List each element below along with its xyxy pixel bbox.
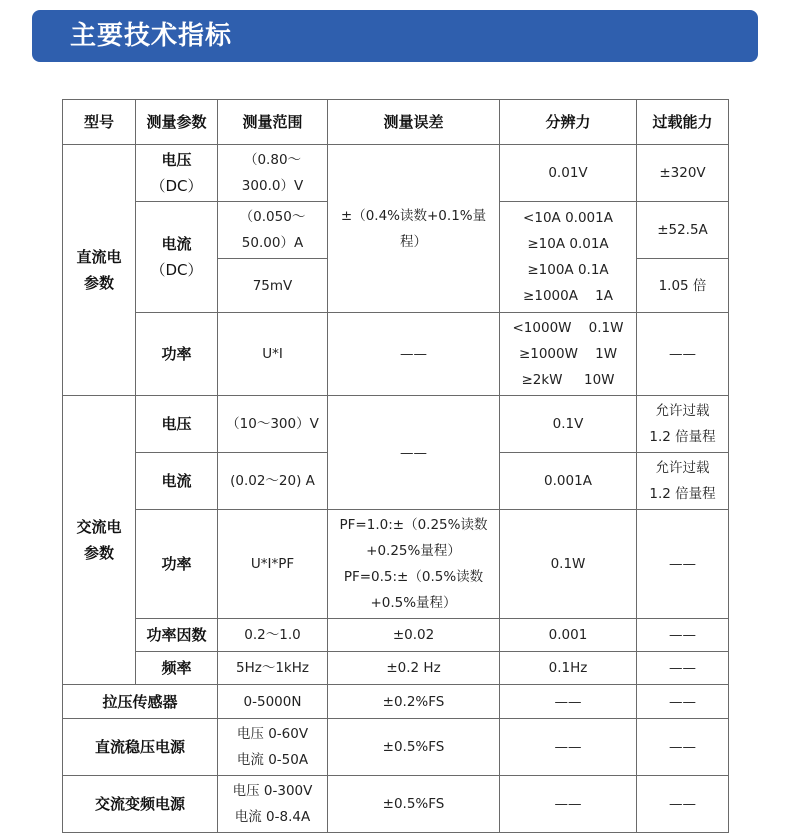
- table-row: [63, 652, 729, 685]
- spec-table: [62, 99, 729, 833]
- group-dc: 直流电 参数: [63, 145, 136, 396]
- resolution-tension: ——: [500, 685, 637, 719]
- header-param: 测量参数: [136, 100, 218, 145]
- range-tension: 0-5000N: [218, 685, 328, 719]
- error-ac-supply: ±0.5%FS: [328, 776, 500, 833]
- param-dc-voltage: 电压 （DC）: [136, 145, 218, 202]
- model-ac-supply: 交流变频电源: [63, 776, 218, 833]
- overload-dc-current-b: 1.05 倍: [637, 259, 729, 313]
- resolution-dc-power: <1000W 0.1W ≥1000W 1W ≥2kW 10W: [500, 313, 637, 396]
- overload-dc-supply: ——: [637, 719, 729, 776]
- header-model: 型号: [63, 100, 136, 145]
- range-dc-current-a: （0.050～ 50.00）A: [218, 202, 328, 259]
- error-ac-freq: ±0.2 Hz: [328, 652, 500, 685]
- range-dc-supply: 电压 0-60V 电流 0-50A: [218, 719, 328, 776]
- overload-dc-power: ——: [637, 313, 729, 396]
- group-ac: 交流电 参数: [63, 396, 136, 685]
- model-dc-supply: 直流稳压电源: [63, 719, 218, 776]
- error-dc-power: ——: [328, 313, 500, 396]
- range-dc-current-b: 75mV: [218, 259, 328, 313]
- table-row: [63, 776, 729, 833]
- overload-ac-freq: ——: [637, 652, 729, 685]
- table-row: [63, 719, 729, 776]
- range-ac-pf: 0.2～1.0: [218, 619, 328, 652]
- resolution-ac-power: 0.1W: [500, 510, 637, 619]
- error-dc-supply: ±0.5%FS: [328, 719, 500, 776]
- overload-ac-supply: ——: [637, 776, 729, 833]
- resolution-ac-supply: ——: [500, 776, 637, 833]
- error-ac-shared: ——: [328, 396, 500, 510]
- param-dc-power: 功率: [136, 313, 218, 396]
- error-ac-power: PF=1.0:±（0.25%读数 +0.25%量程） PF=0.5:±（0.5%读数 +0.5%量程）: [328, 510, 500, 619]
- header-range: 测量范围: [218, 100, 328, 145]
- error-dc-shared: ±（0.4%读数+0.1%量 程）: [328, 145, 500, 313]
- overload-ac-power: ——: [637, 510, 729, 619]
- resolution-ac-current: 0.001A: [500, 453, 637, 510]
- table-row: [63, 313, 729, 396]
- param-ac-power: 功率: [136, 510, 218, 619]
- table-header-row: [63, 100, 729, 145]
- range-ac-freq: 5Hz～1kHz: [218, 652, 328, 685]
- range-dc-power: U*I: [218, 313, 328, 396]
- model-tension-sensor: 拉压传感器: [63, 685, 218, 719]
- overload-dc-current-a: ±52.5A: [637, 202, 729, 259]
- param-ac-freq: 频率: [136, 652, 218, 685]
- table-row: [63, 619, 729, 652]
- param-ac-voltage: 电压: [136, 396, 218, 453]
- header-resolution: 分辨力: [500, 100, 637, 145]
- page-title: 主要技术指标: [70, 21, 233, 51]
- header-error: 测量误差: [328, 100, 500, 145]
- overload-ac-pf: ——: [637, 619, 729, 652]
- resolution-dc-voltage: 0.01V: [500, 145, 637, 202]
- range-ac-voltage: （10～300）V: [218, 396, 328, 453]
- param-ac-current: 电流: [136, 453, 218, 510]
- overload-ac-current: 允许过载 1.2 倍量程: [637, 453, 729, 510]
- range-dc-voltage: （0.80～ 300.0）V: [218, 145, 328, 202]
- table-row: [63, 396, 729, 453]
- overload-dc-voltage: ±320V: [637, 145, 729, 202]
- overload-ac-voltage: 允许过载 1.2 倍量程: [637, 396, 729, 453]
- resolution-ac-pf: 0.001: [500, 619, 637, 652]
- error-tension: ±0.2%FS: [328, 685, 500, 719]
- title-banner: [32, 10, 758, 62]
- table-row: [63, 145, 729, 202]
- resolution-dc-current: <10A 0.001A ≥10A 0.01A ≥100A 0.1A ≥1000A 1A: [500, 202, 637, 313]
- header-overload: 过载能力: [637, 100, 729, 145]
- resolution-dc-supply: ——: [500, 719, 637, 776]
- range-ac-current: (0.02～20) A: [218, 453, 328, 510]
- error-ac-pf: ±0.02: [328, 619, 500, 652]
- range-ac-power: U*I*PF: [218, 510, 328, 619]
- resolution-ac-voltage: 0.1V: [500, 396, 637, 453]
- resolution-ac-freq: 0.1Hz: [500, 652, 637, 685]
- param-ac-pf: 功率因数: [136, 619, 218, 652]
- table-row: [63, 510, 729, 619]
- table-row: [63, 685, 729, 719]
- range-ac-supply: 电压 0-300V 电流 0-8.4A: [218, 776, 328, 833]
- param-dc-current: 电流 （DC）: [136, 202, 218, 313]
- overload-tension: ——: [637, 685, 729, 719]
